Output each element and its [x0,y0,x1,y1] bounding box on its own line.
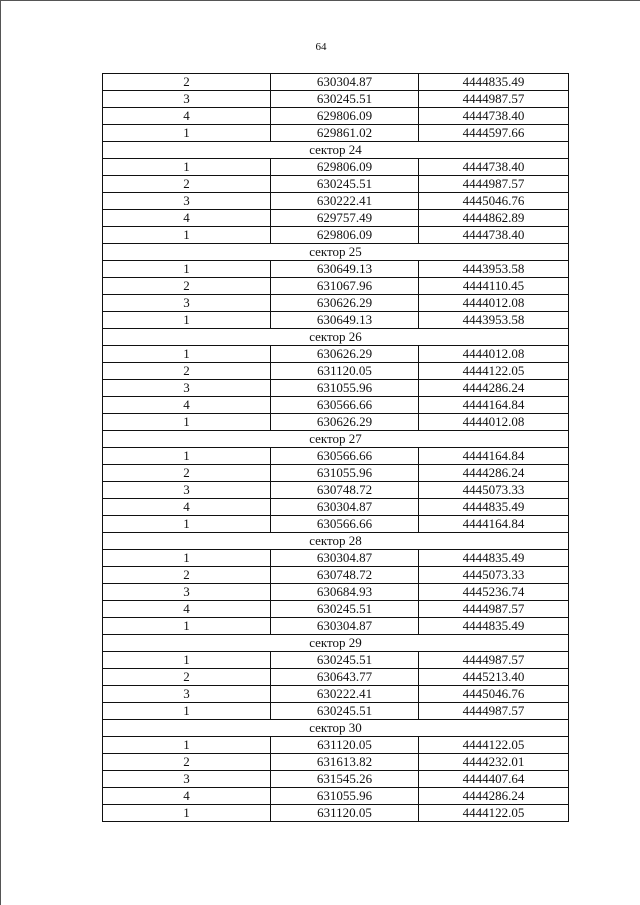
sector-header-row [103,635,569,652]
x-coordinate-cell: 630245.51 [271,91,419,108]
x-coordinate-cell: 630304.87 [271,74,419,91]
page-number: 64 [315,41,327,53]
x-coordinate-cell: 630626.29 [271,414,419,431]
table-row [103,193,569,210]
table-row [103,176,569,193]
x-coordinate-cell: 631120.05 [271,363,419,380]
x-coordinate-cell: 630626.29 [271,346,419,363]
table-row [103,618,569,635]
table-row [103,312,569,329]
point-number-cell: 1 [103,618,271,635]
point-number-cell: 1 [103,346,271,363]
x-coordinate-cell: 629757.49 [271,210,419,227]
point-number-cell: 3 [103,686,271,703]
x-coordinate-cell: 631545.26 [271,771,419,788]
y-coordinate-cell: 4444987.57 [419,91,569,108]
sector-label: сектор 26 [103,329,569,346]
y-coordinate-cell: 4445046.76 [419,193,569,210]
point-number-cell: 3 [103,584,271,601]
table-row [103,771,569,788]
y-coordinate-cell: 4444738.40 [419,227,569,244]
x-coordinate-cell: 631120.05 [271,737,419,754]
point-number-cell: 3 [103,380,271,397]
y-coordinate-cell: 4444164.84 [419,516,569,533]
sector-label: сектор 27 [103,431,569,448]
table-row [103,261,569,278]
table-row [103,91,569,108]
table-row [103,74,569,91]
point-number-cell: 3 [103,295,271,312]
table-row [103,448,569,465]
x-coordinate-cell: 630643.77 [271,669,419,686]
point-number-cell: 1 [103,448,271,465]
x-coordinate-cell: 629806.09 [271,108,419,125]
y-coordinate-cell: 4444286.24 [419,465,569,482]
sector-label: сектор 29 [103,635,569,652]
point-number-cell: 1 [103,125,271,142]
table-row [103,584,569,601]
table-row [103,499,569,516]
y-coordinate-cell: 4445213.40 [419,669,569,686]
table-row [103,295,569,312]
x-coordinate-cell: 629806.09 [271,159,419,176]
coordinates-table-body [103,74,569,822]
point-number-cell: 2 [103,176,271,193]
table-row [103,788,569,805]
x-coordinate-cell: 630684.93 [271,584,419,601]
sector-header-row [103,142,569,159]
x-coordinate-cell: 630649.13 [271,312,419,329]
sector-header-row [103,533,569,550]
point-number-cell: 1 [103,312,271,329]
point-number-cell: 3 [103,771,271,788]
y-coordinate-cell: 4444987.57 [419,176,569,193]
sector-header-row [103,431,569,448]
y-coordinate-cell: 4444597.66 [419,125,569,142]
x-coordinate-cell: 630626.29 [271,295,419,312]
x-coordinate-cell: 629806.09 [271,227,419,244]
y-coordinate-cell: 4444738.40 [419,159,569,176]
table-row [103,210,569,227]
x-coordinate-cell: 630748.72 [271,482,419,499]
point-number-cell: 2 [103,465,271,482]
point-number-cell: 3 [103,482,271,499]
y-coordinate-cell: 4444110.45 [419,278,569,295]
table-row [103,346,569,363]
table-row [103,805,569,822]
x-coordinate-cell: 630566.66 [271,516,419,533]
y-coordinate-cell: 4443953.58 [419,261,569,278]
y-coordinate-cell: 4444164.84 [419,448,569,465]
y-coordinate-cell: 4445046.76 [419,686,569,703]
table-row [103,652,569,669]
point-number-cell: 1 [103,516,271,533]
point-number-cell: 1 [103,159,271,176]
table-row [103,686,569,703]
x-coordinate-cell: 630245.51 [271,601,419,618]
x-coordinate-cell: 630304.87 [271,499,419,516]
point-number-cell: 1 [103,550,271,567]
table-row [103,465,569,482]
table-row [103,227,569,244]
y-coordinate-cell: 4444835.49 [419,74,569,91]
sector-label: сектор 24 [103,142,569,159]
point-number-cell: 1 [103,652,271,669]
table-row [103,380,569,397]
table-row [103,363,569,380]
table-row [103,482,569,499]
x-coordinate-cell: 630304.87 [271,618,419,635]
table-row [103,550,569,567]
y-coordinate-cell: 4444164.84 [419,397,569,414]
x-coordinate-cell: 630566.66 [271,448,419,465]
point-number-cell: 4 [103,499,271,516]
table-row [103,397,569,414]
x-coordinate-cell: 630245.51 [271,176,419,193]
y-coordinate-cell: 4444987.57 [419,652,569,669]
x-coordinate-cell: 631055.96 [271,465,419,482]
table-row [103,159,569,176]
y-coordinate-cell: 4444862.89 [419,210,569,227]
table-row [103,737,569,754]
point-number-cell: 4 [103,397,271,414]
point-number-cell: 4 [103,788,271,805]
y-coordinate-cell: 4444738.40 [419,108,569,125]
table-row [103,754,569,771]
sector-header-row [103,720,569,737]
x-coordinate-cell: 630304.87 [271,550,419,567]
y-coordinate-cell: 4445236.74 [419,584,569,601]
table-row [103,703,569,720]
point-number-cell: 1 [103,261,271,278]
y-coordinate-cell: 4444122.05 [419,363,569,380]
x-coordinate-cell: 631055.96 [271,788,419,805]
x-coordinate-cell: 631055.96 [271,380,419,397]
table-row [103,669,569,686]
point-number-cell: 3 [103,91,271,108]
y-coordinate-cell: 4444122.05 [419,737,569,754]
y-coordinate-cell: 4444407.64 [419,771,569,788]
point-number-cell: 2 [103,669,271,686]
point-number-cell: 4 [103,108,271,125]
point-number-cell: 1 [103,737,271,754]
table-row [103,125,569,142]
point-number-cell: 4 [103,210,271,227]
point-number-cell: 2 [103,74,271,91]
point-number-cell: 4 [103,601,271,618]
y-coordinate-cell: 4445073.33 [419,482,569,499]
table-row [103,516,569,533]
point-number-cell: 1 [103,414,271,431]
table-row [103,278,569,295]
x-coordinate-cell: 630566.66 [271,397,419,414]
y-coordinate-cell: 4444012.08 [419,295,569,312]
y-coordinate-cell: 4443953.58 [419,312,569,329]
point-number-cell: 2 [103,363,271,380]
y-coordinate-cell: 4444122.05 [419,805,569,822]
point-number-cell: 1 [103,703,271,720]
y-coordinate-cell: 4444012.08 [419,346,569,363]
point-number-cell: 1 [103,227,271,244]
x-coordinate-cell: 630245.51 [271,652,419,669]
y-coordinate-cell: 4444987.57 [419,703,569,720]
table-row [103,414,569,431]
y-coordinate-cell: 4444835.49 [419,499,569,516]
x-coordinate-cell: 630748.72 [271,567,419,584]
point-number-cell: 3 [103,193,271,210]
y-coordinate-cell: 4444835.49 [419,550,569,567]
x-coordinate-cell: 630649.13 [271,261,419,278]
table-row [103,108,569,125]
y-coordinate-cell: 4444012.08 [419,414,569,431]
point-number-cell: 2 [103,278,271,295]
x-coordinate-cell: 630222.41 [271,686,419,703]
point-number-cell: 2 [103,567,271,584]
x-coordinate-cell: 631613.82 [271,754,419,771]
x-coordinate-cell: 630245.51 [271,703,419,720]
x-coordinate-cell: 631120.05 [271,805,419,822]
y-coordinate-cell: 4444286.24 [419,380,569,397]
x-coordinate-cell: 631067.96 [271,278,419,295]
sector-label: сектор 28 [103,533,569,550]
sector-label: сектор 30 [103,720,569,737]
sector-label: сектор 25 [103,244,569,261]
y-coordinate-cell: 4444835.49 [419,618,569,635]
y-coordinate-cell: 4444987.57 [419,601,569,618]
sector-header-row [103,244,569,261]
sector-header-row [103,329,569,346]
y-coordinate-cell: 4444286.24 [419,788,569,805]
table-row [103,601,569,618]
y-coordinate-cell: 4444232.01 [419,754,569,771]
x-coordinate-cell: 630222.41 [271,193,419,210]
x-coordinate-cell: 629861.02 [271,125,419,142]
coordinates-table [102,73,569,822]
point-number-cell: 1 [103,805,271,822]
point-number-cell: 2 [103,754,271,771]
y-coordinate-cell: 4445073.33 [419,567,569,584]
table-row [103,567,569,584]
